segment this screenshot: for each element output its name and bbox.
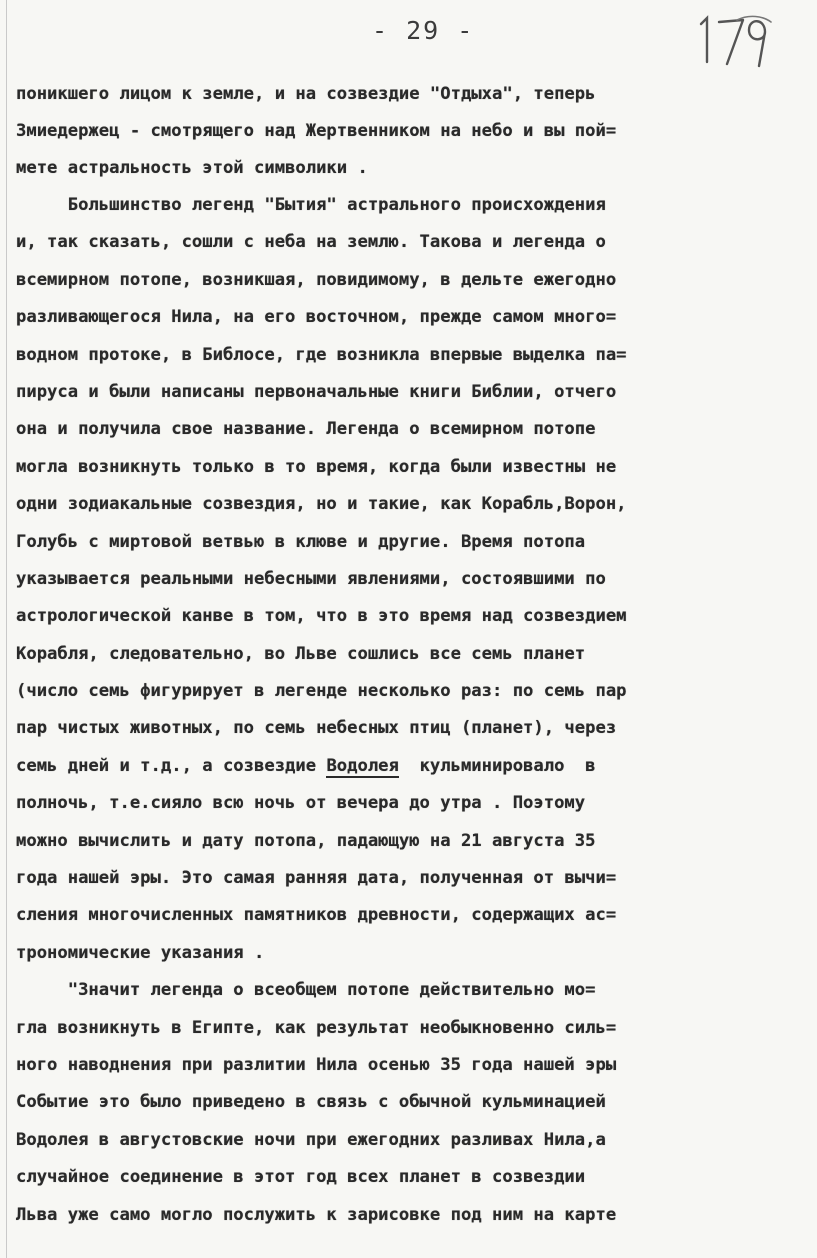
margin-line — [6, 0, 7, 1258]
text-line: разливающегося Нила, на его восточном, прежде самом много= — [16, 307, 617, 328]
text-line: ного наводнения при разлитии Нила осенью 35 года нашей эры — [16, 1054, 617, 1075]
underlined-word: Водолея — [326, 755, 399, 776]
text-line: мете астральность этой символики . — [16, 158, 368, 178]
text-line: могла возникнуть только в то время, когда были известны не — [16, 456, 617, 477]
page-number: - 29 - — [372, 16, 475, 45]
text-line: сления многочисленных памятников древности, содержащих ас= — [16, 905, 617, 926]
text-line: одни зодиакальные созвездия, но и такие, как Корабль,Ворон, — [16, 494, 627, 515]
text-line: и, так сказать, сошли с неба на землю. Такова и легенда о — [16, 232, 606, 253]
text-line: всемирном потопе, возникшая, повидимому, в дельте ежегодно — [16, 269, 617, 290]
typewritten-text — [16, 76, 806, 1234]
text-line: водном протоке, в Библосе, где возникла впервые выделка па= — [16, 344, 627, 365]
text-line: она и получила свое название. Легенда о всемирном потопе — [16, 419, 596, 440]
text-line: можно вычислить и дату потопа, падающую на 21 августа 35 — [16, 830, 596, 851]
handwritten-archive-number — [693, 12, 777, 72]
text-line: Большинство легенд "Бытия" астрального происхождения — [16, 195, 606, 215]
text-line: гла возникнуть в Египте, как результат необыкновенно силь= — [16, 1017, 617, 1038]
text-line: пируса и были написаны первоначальные книги Библии, отчего — [16, 381, 617, 402]
text-line: Событие это было приведено в связь с обычной кульминацией — [16, 1092, 606, 1113]
text-line: случайное соединение в этот год всех планет в созвездии — [16, 1167, 586, 1188]
text-line: "Значит легенда о всеобщем потопе действительно мо= — [16, 980, 596, 1001]
text-line: Водолея в августовские ночи при ежегодних разливах Нила,а — [16, 1129, 606, 1150]
text-line: астрологической канве в том, что в это время над созвездием — [16, 606, 627, 627]
text-line: указывается реальными небесными явлениями, состоявшими по — [16, 568, 606, 589]
text-line: трономические указания . — [16, 942, 265, 963]
text-line: семь дней и т.д., а созвездие Водолея кульминировало в — [16, 755, 596, 776]
text-line: года нашей эры. Это самая ранняя дата, полученная от вычи= — [16, 868, 617, 889]
text-line: Змиедержец - смотрящего над Жертвенником на небо и вы пой= — [16, 121, 617, 141]
text-line: Корабля, следовательно, во Льве сошлись все семь планет — [16, 643, 586, 664]
text-line: пар чистых животных, по семь небесных птиц (планет), через — [16, 718, 617, 739]
text-line: (число семь фигурирует в легенде несколько раз: по семь пар — [16, 681, 627, 702]
text-line: Голубь с миртовой ветвью в клюве и другие. Время потопа — [16, 531, 586, 552]
text-line: поникшего лицом к земле, и на созвездие "Отдыха", теперь — [16, 84, 596, 104]
text-line: полночь, т.е.сияло всю ночь от вечера до утра . Поэтому — [16, 793, 586, 814]
text-line: Льва уже само могло послужить к зарисовке под ним на карте — [16, 1204, 617, 1225]
